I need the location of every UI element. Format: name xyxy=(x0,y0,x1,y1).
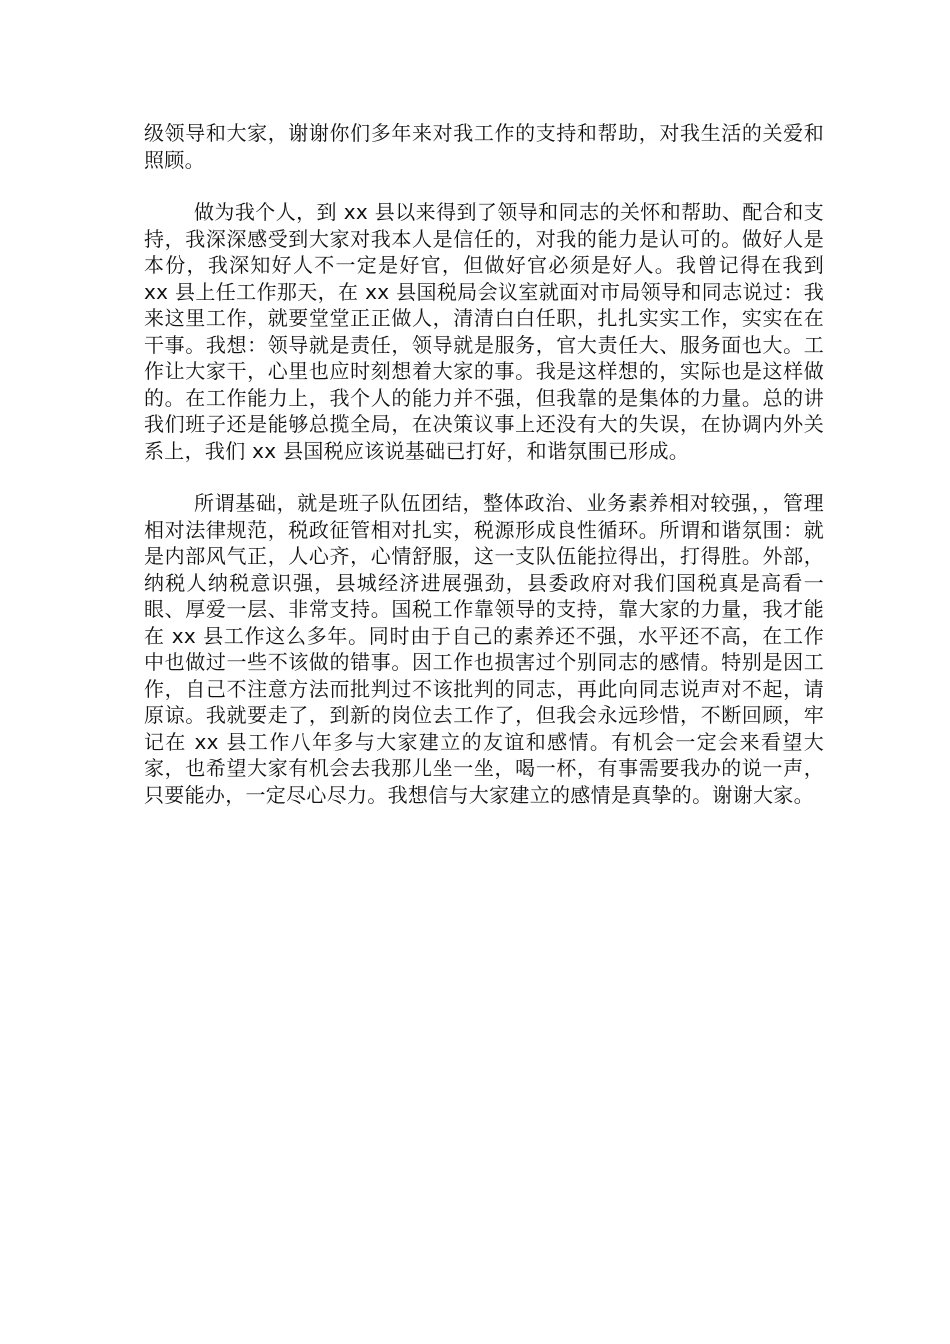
paragraph-1: 级领导和大家，谢谢你们多年来对我工作的支持和帮助，对我生活的关爱和照顾。 xyxy=(144,121,824,172)
paragraph-2: 做为我个人，到 xx 县以来得到了领导和同志的关怀和帮助、配合和支持，我深深感受到大家对我本人是信任的，对我的能力是认可的。做好人是本份，我深知好人不一定是好官，但做好官必须是好人。我曾记得在我到 xx 县上任工作那天，在 xx 县国税局会议室就面对市局领导和同志说过：我来这里工作，就要堂堂正正做人，清清白白任职，扎扎实实工作，实实在在干事。我想：领导就是责任，领导就是服务，官大责任大、服务面也大。工作让大家干，心里也应时刻想着大家的事。我是这样想的，实际也是这样做的。在工作能力上，我个人的能力并不强，但我靠的是集体的力量。总的讲我们班子还是能够总揽全局，在决策议事上还没有大的失误，在协调内外关系上，我们 xx 县国税应该说基础已打好，和谐氛围已形成。 xyxy=(144,200,824,463)
document-body xyxy=(144,120,824,834)
paragraph-3: 所谓基础，就是班子队伍团结，整体政治、业务素养相对较强，，管理相对法律规范，税政征管相对扎实，税源形成良性循环。所谓和谐氛围：就是内部风气正，人心齐，心情舒服，这一支队伍能拉得出，打得胜。外部，纳税人纳税意识强，县城经济进展强劲，县委政府对我们国税真是高看一眼、厚爱一层、非常支持。国税工作靠领导的支持，靠大家的力量，我才能在 xx 县工作这么多年。同时由于自己的素养还不强，水平还不高，在工作中也做过一些不该做的错事。因工作也损害过个别同志的感情。特别是因工作，自己不注意方法而批判过不该批判的同志，再此向同志说声对不起，请原谅。我就要走了，到新的岗位去工作了，但我会永远珍惜，不断回顾，牢记在 xx 县工作八年多与大家建立的友谊和感情。有机会一定会来看望大家，也希望大家有机会去我那儿坐一坐，喝一杯，有事需要我办的说一声，只要能办，一定尽心尽力。我想信与大家建立的感情是真挚的。谢谢大家。 xyxy=(144,491,824,807)
